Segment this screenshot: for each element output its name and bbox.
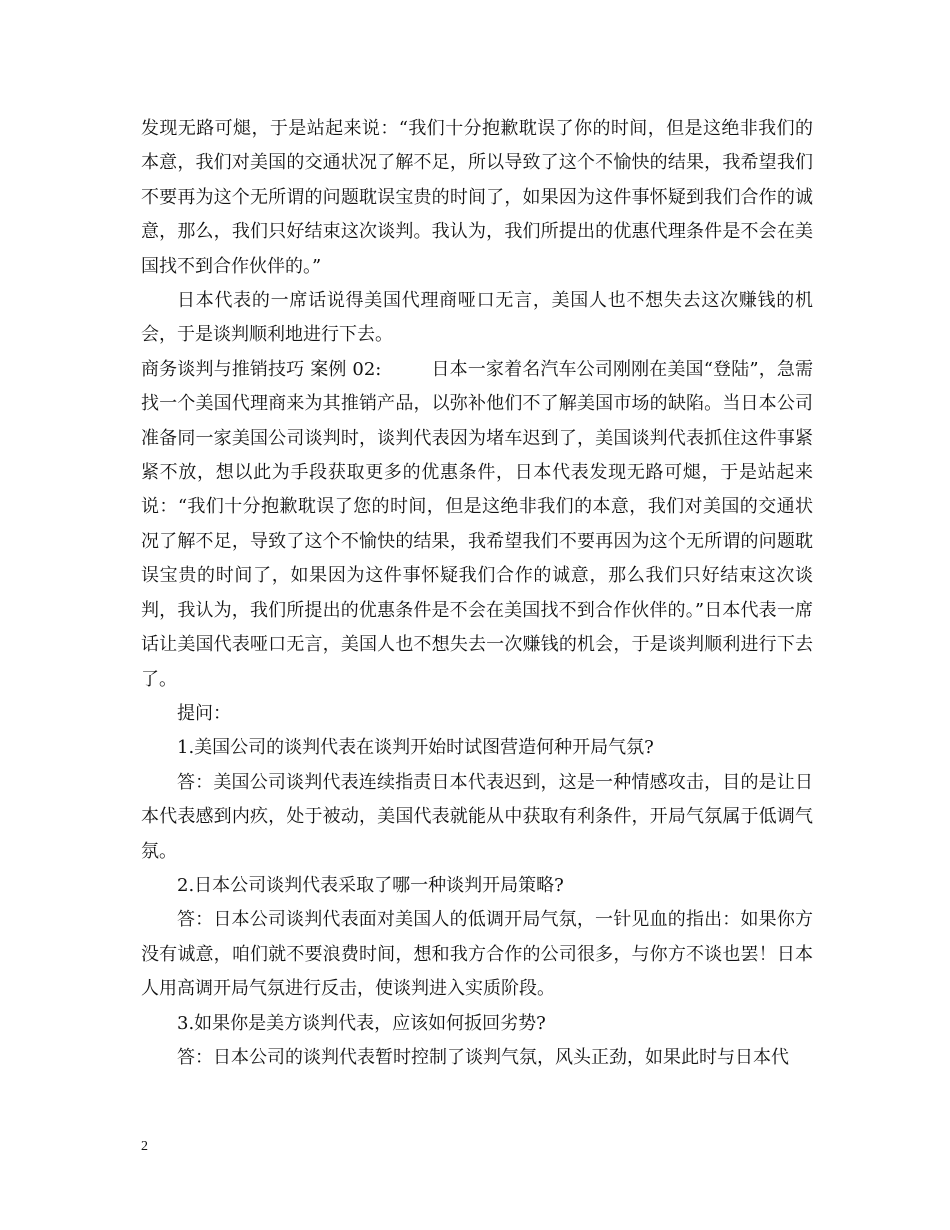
case-label: 商务谈判与推销技巧 案例 02: xyxy=(141,358,382,380)
question-2: 2.日本公司谈判代表采取了哪一种谈判开局策略? xyxy=(177,874,564,896)
page-number: 2 xyxy=(141,1139,148,1154)
paragraph-continuation: 发现无路可煺，于是站起来说：“我们十分抱歉耽误了你的时间，但是这绝非我们的本意，我们对美国的交通状况了解不足，所以导致了这个不愉快的结果，我希望我们不要再为这个无所谓的问题耽误宝贵的时间了，如果因为这件事怀疑到我们合作的诚意，那么，我们只好结束这次谈判。我认为，我们所提出的优惠代理条件是不会在美国找不到合作伙伴的。” xyxy=(141,118,813,277)
questions-heading: 提问： xyxy=(177,702,231,724)
answer-1: 答：美国公司谈判代表连续指责日本代表迟到，这是一种情感攻击，目的是让日本代表感到内疚，处于被动，美国代表就能从中获取有利条件，开局气氛属于低调气氛。 xyxy=(141,771,813,862)
document-body xyxy=(141,112,813,1075)
paragraph-summary: 日本代表的一席话说得美国代理商哑口无言，美国人也不想失去这次赚钱的机会，于是谈判顺利地进行下去。 xyxy=(141,290,813,346)
answer-3: 答：日本公司的谈判代表暂时控制了谈判气氛，风头正劲，如果此时与日本代 xyxy=(177,1046,789,1068)
question-3: 3.如果你是美方谈判代表，应该如何扳回劣势? xyxy=(177,1012,546,1034)
case-paragraph xyxy=(141,353,813,697)
question-1: 1.美国公司的谈判代表在谈判开始时试图营造何种开局气氛? xyxy=(177,737,654,759)
answer-2: 答：日本公司谈判代表面对美国人的低调开局气氛，一针见血的指出：如果你方没有诚意，咱们就不要浪费时间，想和我方合作的公司很多，与你方不谈也罢！日本人用高调开局气氛进行反击，使谈判进入实质阶段。 xyxy=(141,909,813,1000)
case-text: 日本一家着名汽车公司刚刚在美国“登陆”，急需找一个美国代理商来为其推销产品，以弥补他们不了解美国市场的缺陷。当日本公司准备同一家美国公司谈判时，谈判代表因为堵车迟到了，美国谈判代表抓住这件事紧紧不放，想以此为手段获取更多的优惠条件，日本代表发现无路可煺，于是站起来说：“我们十分抱歉耽误了您的时间，但是这绝非我们的本意，我们对美国的交通状况了解不足，导致了这个不愉快的结果，我希望我们不要再因为这个无所谓的问题耽误宝贵的时间了，如果因为这件事怀疑我们合作的诚意，那么我们只好结束这次谈判，我认为，我们所提出的优惠条件是不会在美国找不到合作伙伴的。”日本代表一席话让美国代表哑口无言，美国人也不想失去一次赚钱的机会，于是谈判顺利进行下去了。 xyxy=(141,358,813,690)
